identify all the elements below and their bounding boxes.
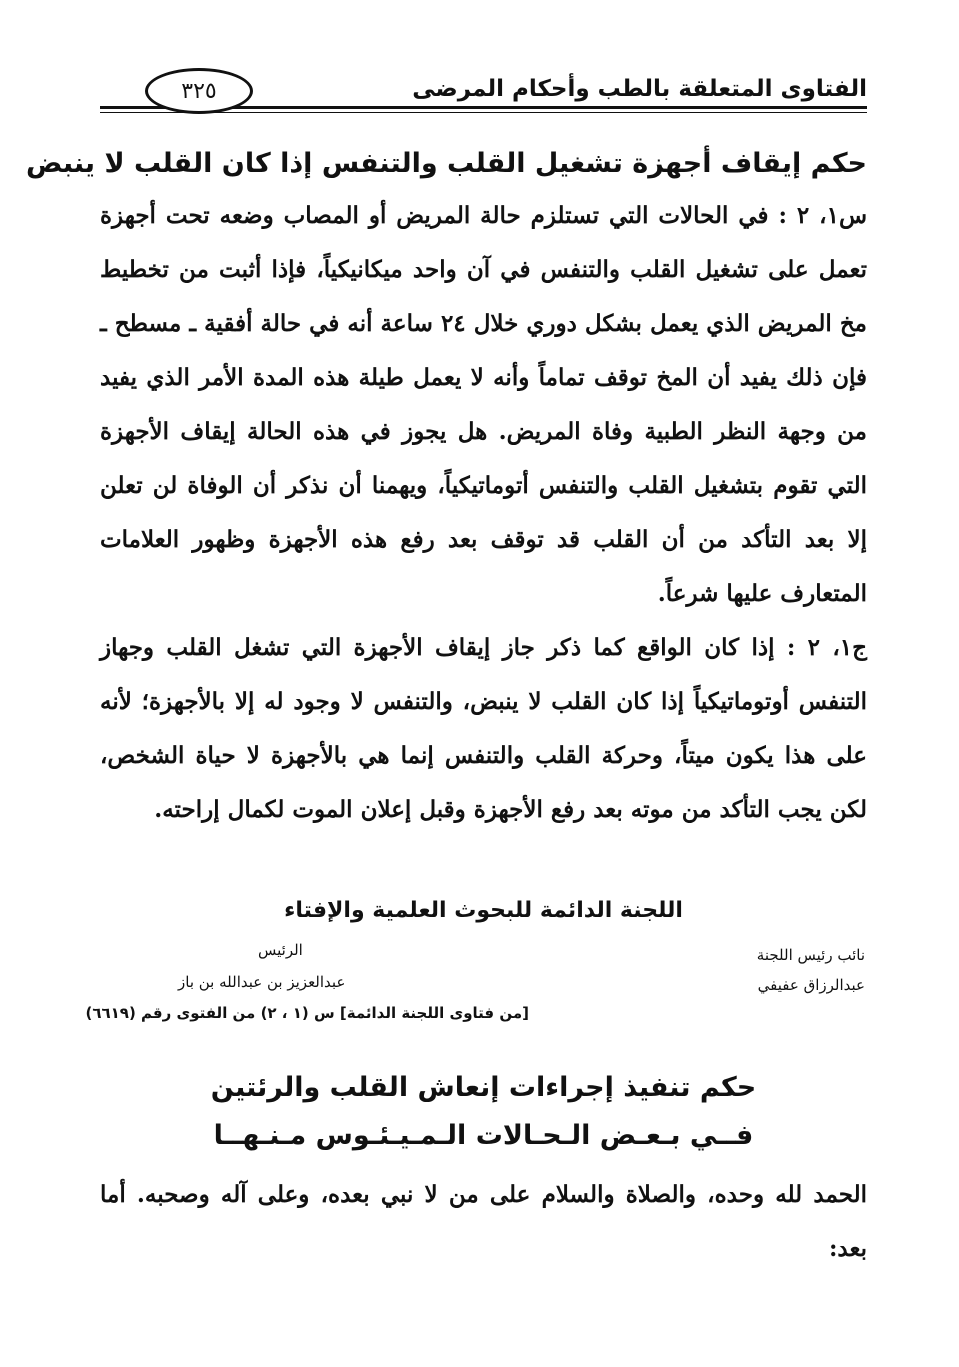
fatwa-reference: [من فتاوى اللجنة الدائمة] س (١ ، ٢) من الفتوى رقم (٦٦١٩) — [85, 1004, 529, 1022]
intro-paragraph: الحمد لله وحده، والصلاة والسلام على من لا نبي بعده، وعلى آله وصحبه. أما بعد: — [100, 1181, 867, 1262]
signatory-name-president: عبدالعزيز بن عبدالله بن باز — [178, 973, 346, 991]
running-title: الفتاوى المتعلقة بالطب وأحكام المرضى — [412, 76, 867, 102]
answer-text: إذا كان الواقع كما ذكر جاز إيقاف الأجهزة التي تشغل القلب وجهاز التنفس أوتوماتيكياً إذا كان القلب لا ينبض، والتنفس لا وجود له إلا بالأجهزة؛ لأنه على هذا يكون ميتاً، وحركة القلب والتنفس إنما هي بالأجهزة لا حياة الشخص، لكن يجب التأكد من موته بعد رفع الأجهزة وقبل إعلان الموت لكمال إراحته. — [100, 634, 867, 823]
question-text: في الحالات التي تستلزم حالة المريض أو المصاب وضعه تحت أجهزة تعمل على تشغيل القلب والتنفس في آن واحد ميكانيكياً، فإذا أثبت من تخطيط مخ المريض الذي يعمل بشكل دوري خلال ٢٤ ساعة أنه في حالة أفقية ـ مسطح ـ فإن ذلك يفيد أن المخ توقف تماماً وأنه لا يعمل طيلة هذه المدة الأمر الذي يفيد من وجهة النظر الطبية وفاة المريض. هل يجوز في هذه الحالة إيقاف الأجهزة التي تقوم بتشغيل القلب والتنفس أتوماتيكياً، ويهمنا أن نذكر أن الوفاة لن تعلن إلا بعد التأكد من أن القلب قد توقف بعد رفع هذه الأجهزة وظهور العلامات المتعارف عليها شرعاً. — [100, 202, 867, 607]
signatory-title-vice: نائب رئيس اللجنة — [756, 946, 865, 964]
question-paragraph — [100, 189, 867, 621]
page-header — [100, 62, 867, 120]
signatory-name-vice: عبدالرزاق عفيفي — [757, 976, 865, 994]
committee-name: اللجنة الدائمة للبحوث العلمية والإفتاء — [284, 898, 683, 923]
section2-heading-line2: فــي بـعـض الـحـالات الـمـيـئـوس مـنـهــا — [213, 1120, 754, 1151]
answer-label: ج١، ٢ : — [786, 634, 867, 661]
page-number-badge — [145, 68, 253, 114]
section2-heading-line1: حكم تنفيذ إجراءات إنعاش القلب والرئتين — [210, 1072, 757, 1103]
answer-paragraph — [100, 621, 867, 837]
signatory-title-president: الرئيس — [258, 941, 303, 959]
question-label: س١، ٢ : — [778, 202, 868, 229]
page-number: ٣٢٥ — [181, 78, 217, 104]
fatwa-heading: حكم إيقاف أجهزة تشغيل القلب والتنفس إذا كان القلب لا ينبض — [26, 148, 867, 179]
